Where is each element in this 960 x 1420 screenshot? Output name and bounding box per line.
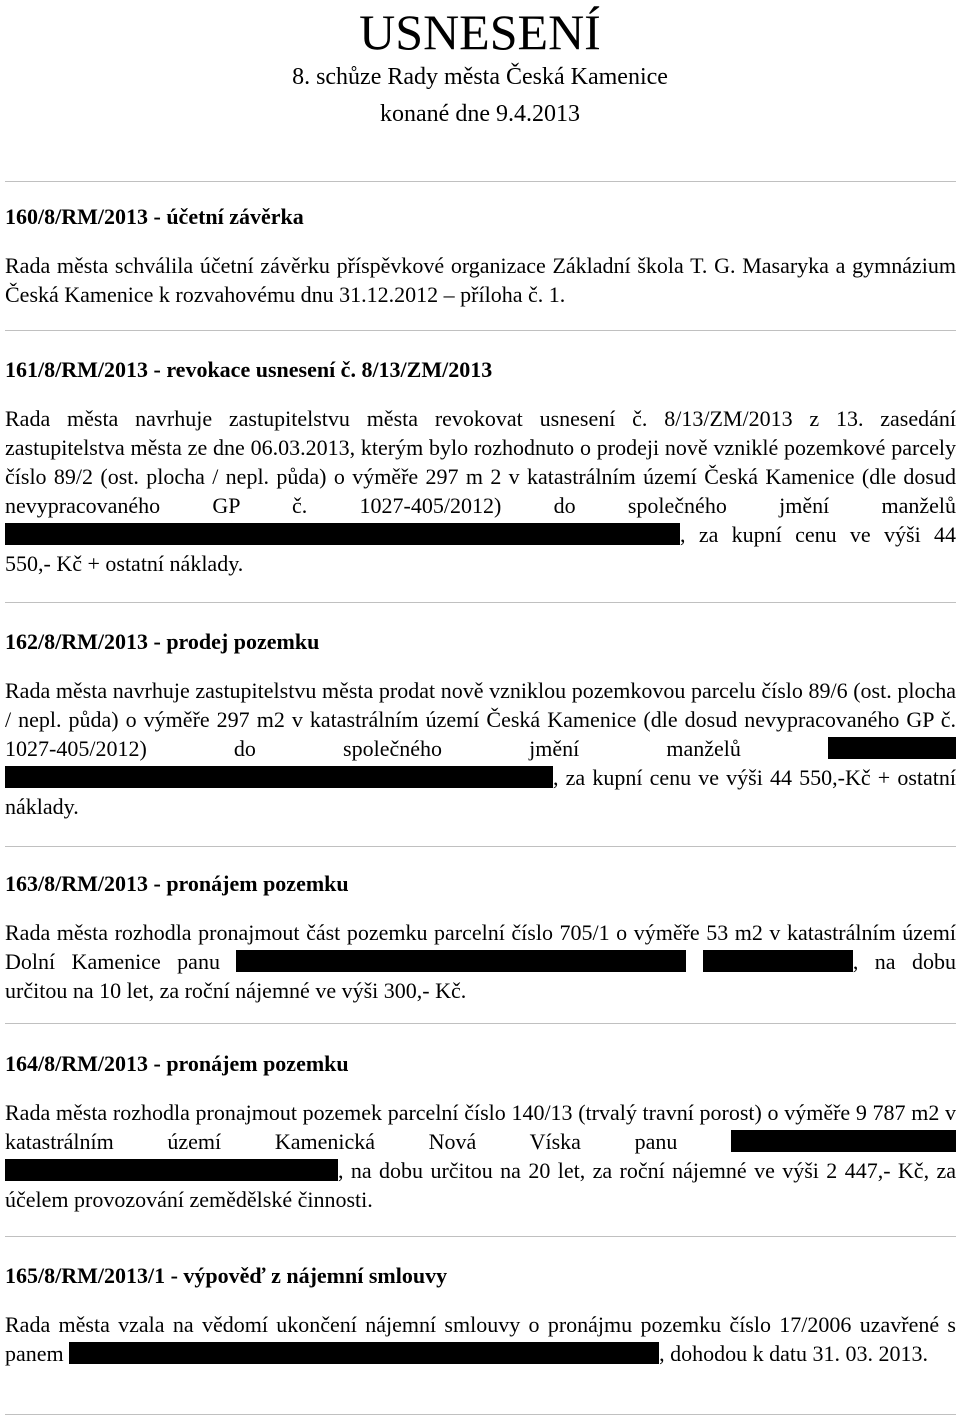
resolution-text (5, 251, 956, 309)
divider (5, 181, 956, 182)
redaction-block (236, 950, 686, 972)
divider (5, 1236, 956, 1237)
divider (5, 602, 956, 603)
resolution-160 (5, 203, 956, 309)
resolution-title: 161/8/RM/2013 - revokace usnesení č. 8/13/ZM/2013 (5, 357, 493, 382)
resolution-text-part: , za kupní cenu ve výši 44 550,-Kč + ostatní náklady. (5, 765, 956, 819)
meeting-date: konané dne 9.4.2013 (380, 101, 580, 127)
redaction-block (69, 1342, 659, 1364)
resolution-text-part: Rada města rozhodla pronajmout část pozemku parcelní číslo 705/1 o výměře 53 m2 v katastrálním území Dolní Kamenice panu (5, 920, 956, 974)
resolution-text-part: , za kupní cenu ve výši 44 550,- Kč + ostatní náklady. (5, 522, 956, 576)
resolution-164 (5, 1050, 956, 1214)
resolution-162 (5, 628, 956, 821)
resolution-text-part: , dohodou k datu 31. 03. 2013. (659, 1341, 929, 1366)
resolution-text-part: Rada města navrhuje zastupitelstvu města revokovat usnesení č. 8/13/ZM/2013 z 13. zasedání zastupitelstva města ze dne 06.03.2013, kterým bylo rozhodnuto o prodeji nově vzniklé pozemkové parcely číslo 89/2 (ost. plocha / nepl. půda) o výměře 297 m 2 v katastrálním území Česká Kamenice (dle dosud nevypracovaného GP č. 1027-405/2012) do společného jmění manželů (5, 406, 956, 518)
meeting-name: 8. schůze Rady města Česká Kamenice (292, 64, 668, 90)
resolution-title: 164/8/RM/2013 - pronájem pozemku (5, 1051, 349, 1076)
document-title: USNESENÍ (359, 4, 601, 60)
redaction-block (703, 950, 853, 972)
resolution-text-part: , na dobu určitou na 20 let, za roční nájemné ve výši 2 447,- Kč, za účelem provozování zemědělské činnosti. (5, 1158, 956, 1212)
resolution-163 (5, 870, 956, 1005)
resolution-text (5, 676, 956, 821)
resolution-text-part: , na dobu určitou na 10 let, za roční nájemné ve výši 300,- Kč. (5, 949, 957, 1003)
resolution-text (5, 918, 956, 1005)
resolution-165 (5, 1262, 956, 1368)
resolution-text-part: Rada města schválila účetní závěrku příspěvkové organizace Základní škola T. G. Masaryka a gymnázium Česká Kamenice k rozvahovému dnu 31.12.2012 – příloha č. 1. (5, 253, 956, 307)
resolution-text (5, 404, 956, 578)
redaction-block (731, 1130, 956, 1152)
resolution-title: 160/8/RM/2013 - účetní závěrka (5, 204, 304, 229)
divider (5, 330, 956, 331)
resolution-text-part: Rada města vzala na vědomí ukončení nájemní smlouvy o pronájmu pozemku číslo 17/2006 uzavřené s panem (5, 1312, 956, 1366)
resolution-text (5, 1310, 956, 1368)
redaction-block (5, 766, 553, 788)
divider (5, 846, 956, 847)
resolution-text (5, 1098, 956, 1214)
resolution-title: 163/8/RM/2013 - pronájem pozemku (5, 871, 349, 896)
redaction-block (5, 523, 680, 545)
resolution-text-part: Rada města navrhuje zastupitelstvu města prodat nově vzniklou pozemkovou parcelu číslo 89/6 (ost. plocha / nepl. půda) o výměře 297 m2 v katastrálním území Česká Kamenice (dle dosud nevypracovaného GP č. 1027-405/2012) do společného jmění manželů (5, 678, 956, 761)
divider (5, 1023, 956, 1024)
redaction-block (5, 1159, 338, 1181)
resolution-161 (5, 356, 956, 578)
redaction-block (828, 737, 956, 759)
resolution-title: 165/8/RM/2013/1 - výpověď z nájemní smlouvy (5, 1263, 448, 1288)
resolution-text-part: Rada města rozhodla pronajmout pozemek parcelní číslo 140/13 (trvalý travní porost) o výměře 9 787 m2 v katastrálním území Kamenická Nová Víska panu (5, 1100, 956, 1154)
divider (5, 1414, 956, 1415)
resolution-title: 162/8/RM/2013 - prodej pozemku (5, 629, 320, 654)
